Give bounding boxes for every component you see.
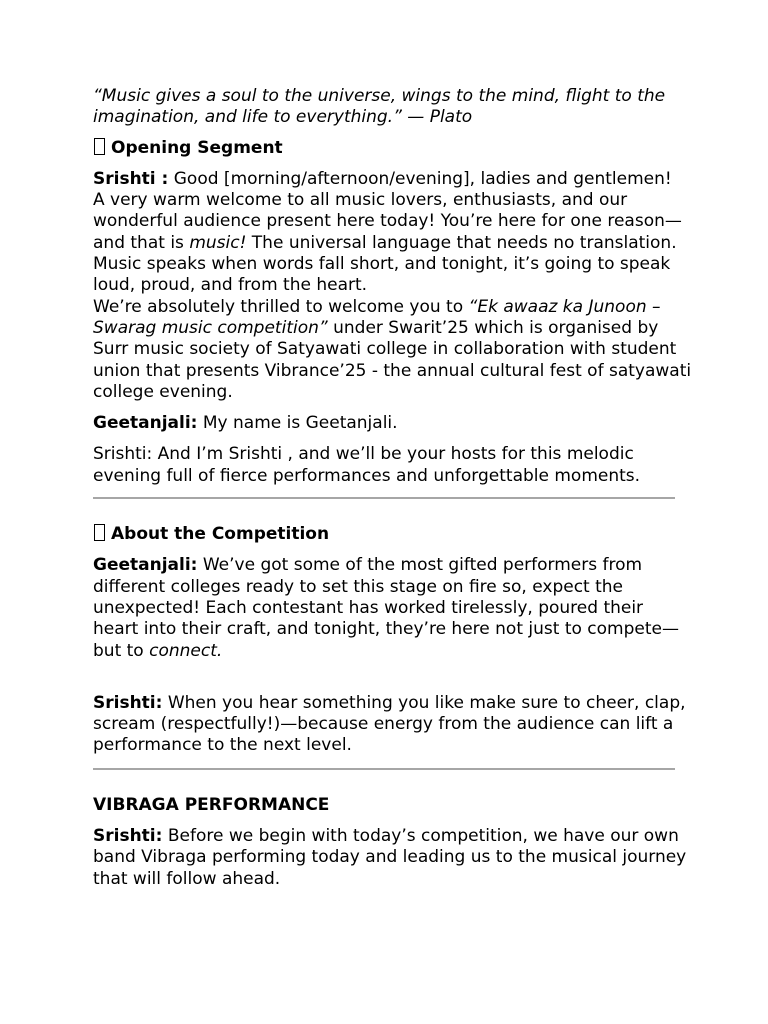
vibraga-text: Before we begin with today’s competition, we have our own band Vibraga performing today and leading us to the musical journey that will follow ahead.	[93, 826, 687, 889]
about-competition-heading	[93, 524, 693, 545]
cheer-text: When you hear something you like make sure to cheer, clap, scream (respectfully!)—because energy from the audience can lift a performance to the next level.	[93, 692, 686, 756]
blank-line	[93, 662, 693, 683]
opening-segment-heading	[93, 138, 693, 159]
opening-paragraph	[93, 169, 693, 403]
section-divider	[93, 768, 675, 770]
speaker-name: Srishti:	[93, 826, 163, 847]
about-heading-text: About the Competition	[111, 524, 330, 545]
section-divider	[93, 497, 675, 499]
geetanjali-intro	[93, 413, 693, 434]
competition-text: We’ve got some of the most gifted performers from different colleges ready to set this stage on fire so, expect the unexpected! Each contestant has worked tirelessly, poured their heart into their craft, and tonight, they’re here not just to compete—but to	[93, 555, 679, 661]
competition-title: “Ek awaaz ka Junoon – Swarag music competition”	[93, 296, 661, 338]
missing-glyph-icon	[94, 524, 105, 541]
thrilled-text: We’re absolutely thrilled to welcome you to	[93, 296, 469, 317]
speaker-name: Geetanjali:	[93, 413, 198, 434]
geetanjali-competition-paragraph	[93, 555, 693, 661]
speaker-name: Srishti:	[93, 692, 163, 713]
greeting-text: Good [morning/afternoon/evening], ladies and gentlemen!	[168, 168, 672, 189]
welcome-text-cont: The universal language that needs no translation. Music speaks when words fall short, and tonight, it’s going to speak loud, proud, and from the heart.	[93, 232, 677, 296]
document-page	[93, 86, 693, 900]
speaker-name: Srishti :	[93, 168, 169, 189]
vibraga-paragraph	[93, 826, 693, 890]
vibraga-heading: VIBRAGA PERFORMANCE	[93, 794, 330, 815]
srishti-cheer-paragraph	[93, 693, 693, 757]
speaker-name: Geetanjali:	[93, 555, 198, 576]
connect-emphasis: connect.	[149, 640, 223, 661]
music-emphasis: music!	[189, 232, 247, 253]
welcome-text: A very warm welcome to all music lovers, enthusiasts, and our wonderful audience present here today! You’re here for one reason—and that is	[93, 190, 682, 253]
plato-quote: “Music gives a soul to the universe, wings to the mind, flight to the imagination, and life to everything.” — Plato	[93, 86, 666, 128]
srishti-intro: Srishti: And I’m Srishti , and we’ll be your hosts for this melodic evening full of fierce performances and unforgettable moments.	[93, 444, 641, 486]
missing-glyph-icon	[94, 138, 105, 155]
thrilled-text-cont: under Swarit’25 which is organised by Surr music society of Satyawati college in collaboration with student union that presents Vibrance’25 - the annual cultural fest of satyawati college evening.	[93, 317, 692, 402]
intro-text: My name is Geetanjali.	[197, 413, 398, 434]
opening-heading-text: Opening Segment	[111, 137, 283, 158]
